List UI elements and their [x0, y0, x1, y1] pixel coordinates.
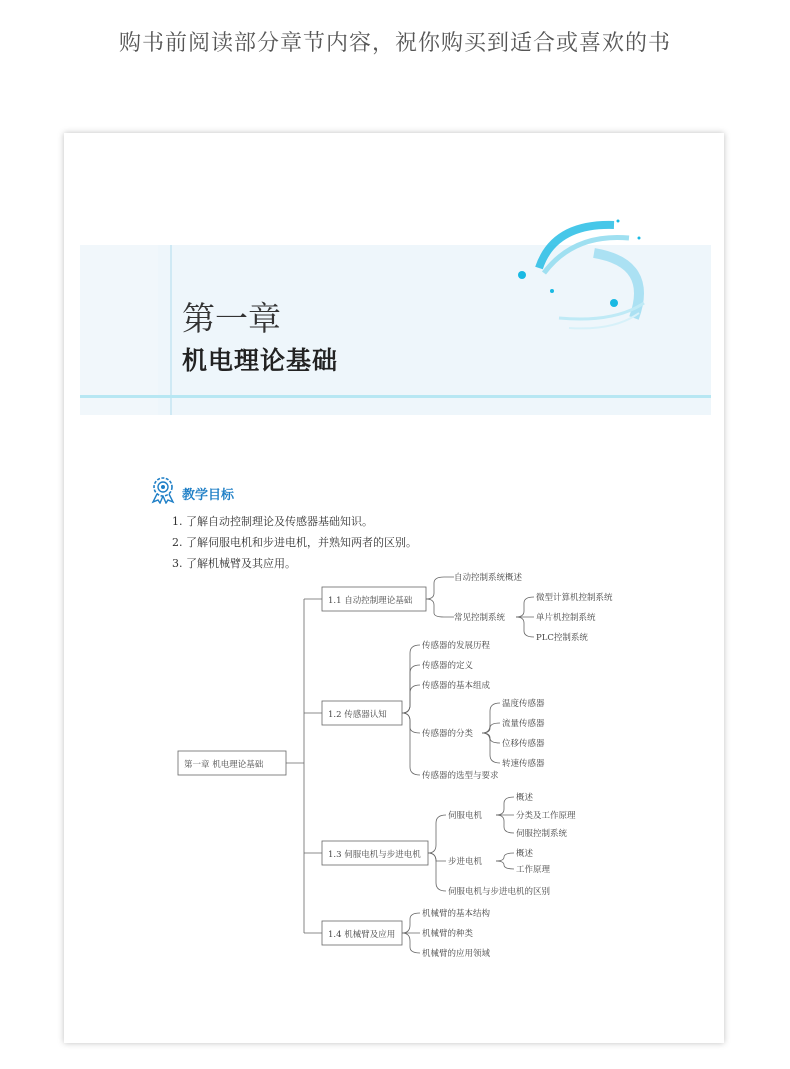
preview-banner: 购书前阅读部分章节内容，祝你购买到适合或喜欢的书 — [118, 31, 671, 56]
mindmap-section: 1.1 自动控制理论基础 — [328, 596, 413, 606]
header-divider-vertical — [170, 245, 172, 415]
globe-decoration-icon — [514, 213, 664, 333]
mindmap-leaf: 概述 — [516, 849, 534, 859]
mindmap-root: 第一章 机电理论基础 — [184, 760, 264, 770]
mindmap-node: 传感器的基本组成 — [422, 681, 491, 691]
mindmap-leaf: 温度传感器 — [502, 699, 545, 709]
mindmap-section: 1.2 传感器认知 — [328, 710, 387, 720]
mindmap-node: 步进电机 — [448, 857, 483, 867]
chapter-mindmap — [164, 565, 644, 965]
mindmap-leaf: 转速传感器 — [502, 759, 545, 769]
mindmap-node: 机械臂的应用领域 — [422, 949, 491, 959]
mindmap-leaf: PLC控制系统 — [536, 633, 588, 643]
objective-item: 3. 了解机械臂及其应用。 — [172, 557, 296, 570]
mindmap-node: 传感器的发展历程 — [422, 641, 491, 651]
mindmap-node: 自动控制系统概述 — [454, 573, 523, 583]
mindmap-node: 机械臂的基本结构 — [422, 909, 491, 919]
chapter-title: 机电理论基础 — [182, 346, 339, 375]
mindmap-leaf: 概述 — [516, 793, 534, 803]
book-page — [64, 133, 724, 1043]
mindmap-leaf: 工作原理 — [516, 865, 551, 875]
chapter-number: 第一章 — [182, 299, 281, 338]
chapter-header-margin — [80, 245, 158, 415]
mindmap-node: 传感器的分类 — [422, 729, 474, 739]
mindmap-section: 1.4 机械臂及应用 — [328, 930, 396, 940]
mindmap-leaf: 分类及工作原理 — [516, 811, 576, 821]
mindmap-leaf: 单片机控制系统 — [536, 613, 596, 623]
header-divider-horizontal — [80, 395, 711, 398]
mindmap-node: 伺服电机与步进电机的区别 — [448, 887, 551, 897]
mindmap-leaf: 微型计算机控制系统 — [536, 593, 613, 603]
objective-item: 2. 了解伺服电机和步进电机，并熟知两者的区别。 — [172, 536, 417, 549]
award-icon — [149, 476, 177, 504]
mindmap-leaf: 伺服控制系统 — [516, 829, 568, 839]
mindmap-node: 传感器的定义 — [422, 661, 474, 671]
objective-item: 1. 了解自动控制理论及传感器基础知识。 — [172, 515, 373, 528]
mindmap-node: 传感器的选型与要求 — [422, 771, 499, 781]
mindmap-node: 常见控制系统 — [454, 613, 506, 623]
mindmap-node: 伺服电机 — [448, 811, 483, 821]
mindmap-leaf: 流量传感器 — [502, 719, 545, 729]
objectives-title: 教学目标 — [182, 488, 235, 503]
mindmap-leaf: 位移传感器 — [502, 739, 545, 749]
mindmap-section: 1.3 伺服电机与步进电机 — [328, 850, 421, 860]
mindmap-node: 机械臂的种类 — [422, 929, 474, 939]
